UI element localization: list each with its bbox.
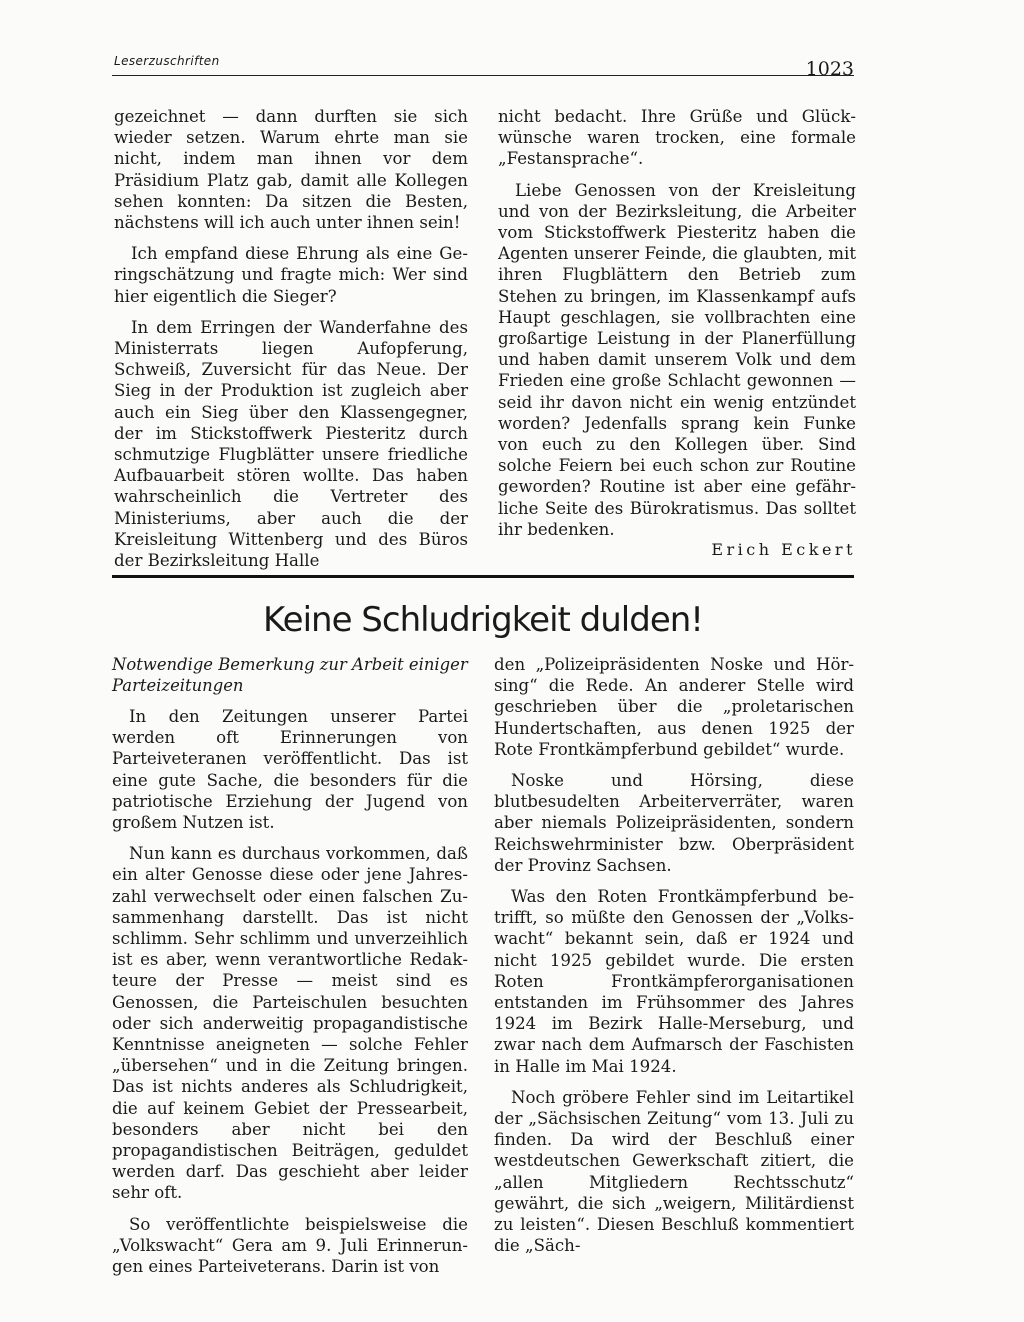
paragraph: nicht bedacht. Ihre Grüße und Glückwünsche waren trocken, eine formale „Festansprache“. <box>498 107 856 169</box>
paragraph: So veröffentlichte beispielsweise die „Volkswacht“ Gera am 9. Juli Erinnerungen eines Parteiveterans. Darin ist von <box>112 1214 468 1277</box>
paragraph: den „Polizeipräsidenten Noske und Hörsing“ die Rede. An anderer Stelle wird geschrieben über die „proletarischen Hundertschaften, aus denen 1925 der Rote Frontkämpferbund gebildet“ wurde. <box>494 655 854 759</box>
section-label: Leserzuschriften <box>114 54 220 68</box>
paragraph: Nun kann es durchaus vorkommen, daß ein alter Genosse diese oder jene Jahreszahl verwechselt oder einen falschen Zusammenhang darstellt. Das ist nicht schlimm. Sehr schlimm und unverzeihlich ist es aber, wenn verantwortliche Redakteure der Presse — meist sind es Genossen, die Parteischulen besuchten oder sich anderweitig propagandistische Kenntnisse aneigneten — solche Fehler „übersehen“ und in die Zeitung bringen. Das ist nichts anderes als Schludrigkeit, die auf keinem Gebiet der Pressearbeit, besonders aber nicht bei den propagandistischen Beiträgen, geduldet werden darf. Das geschieht aber leider sehr oft. <box>112 844 468 1203</box>
paragraph: Was den Roten Frontkämpferbund betrifft, so müßte den Genossen der „Volkswacht“ bekannt sein, daß er 1924 und nicht 1925 gebildet wurde. Die ersten Roten Frontkämpferorganisationen entstanden im Frühsommer des Jahres 1924 im Bezirk Halle-Merseburg, und zwar nach dem Aufmarsch der Faschisten in Halle im Mai 1924. <box>494 887 854 1076</box>
article-subtitle: Notwendige Bemerkung zur Arbeit einiger Parteizeitungen <box>112 655 468 695</box>
paragraph: Ich empfand diese Ehrung als eine Geringschätzung und fragte mich: Wer sind hier eigentlich die Sieger? <box>114 244 468 306</box>
author-signature: Erich Eckert <box>711 540 856 560</box>
paragraph: In den Zeitungen unserer Partei werden oft Erinnerungen von Parteiveteranen veröffentlicht. Das ist eine gute Sache, die besonders für die patriotische Erziehung der Jugend von großem Nutzen ist. <box>112 707 468 833</box>
paragraph: Noske und Hörsing, diese blutbesudelten Arbeiterverräter, waren aber niemals Polizeipräsidenten, sondern Reichswehrminister bzw. Oberpräsident der Provinz Sachsen. <box>494 771 854 875</box>
article-column-left <box>112 654 468 1287</box>
paragraph: Noch gröbere Fehler sind im Leitartikel der „Sächsischen Zeitung“ vom 13. Juli zu finden. Da wird der Beschluß einer westdeutschen Gewerkschaft zitiert, die „allen Mitgliedern Rechtsschutz“ gewährt, die sich „weigern, Militärdienst zu leisten“. Diesen Beschluß kommentiert die „Säch- <box>494 1087 854 1256</box>
header-rule <box>112 75 854 76</box>
paragraph: In dem Erringen der Wanderfahne des Ministerrats liegen Aufopferung, Schweiß, Zuversicht für das Neue. Der Sieg in der Produktion ist zugleich aber auch ein Sieg über den Klassengegner, der im Stickstoffwerk Piesteritz durch schmutzige Flugblätter unsere friedliche Aufbauarbeit stören wollte. Das haben wahrscheinlich die Vertreter des Ministeriums, aber auch die der Kreisleitung Wittenberg und des Büros der Bezirksleitung Halle <box>114 317 468 571</box>
letter-column-right <box>498 106 856 560</box>
article-title: Keine Schludrigkeit dulden! <box>263 600 703 640</box>
page-number: 1023 <box>805 58 854 80</box>
section-divider <box>112 575 854 578</box>
letter-column-left <box>114 106 468 581</box>
article-column-right <box>494 654 854 1266</box>
paragraph: Liebe Genossen von der Kreisleitung und von der Bezirksleitung, die Arbeiter vom Stickstoffwerk Piesteritz haben die Agenten unserer Feinde, die glaubten, mit ihren Flugblättern den Betrieb zum Stehen zu bringen, im Klassenkampf aufs Haupt geschlagen, sie vollbrachten eine großartige Leistung in der Planerfüllung und haben damit unserem Volk und dem Frieden eine große Schlacht gewonnen — seid ihr davon nicht ein wenig entzündet worden? Jedenfalls sprang kein Funke von euch zu den Kollegen über. Sind solche Feiern bei euch schon zur Routine geworden? Routine ist aber eine gefährliche Seite des Bürokratismus. Das solltet ihr bedenken. <box>498 180 856 539</box>
paragraph: gezeichnet — dann durften sie sich wieder setzen. Warum ehrte man sie nicht, indem man ihnen vor dem Präsidium Platz gab, damit alle Kollegen sehen konnten: Da sitzen die Besten, nächstens will ich auch unter ihnen sein! <box>114 107 468 233</box>
